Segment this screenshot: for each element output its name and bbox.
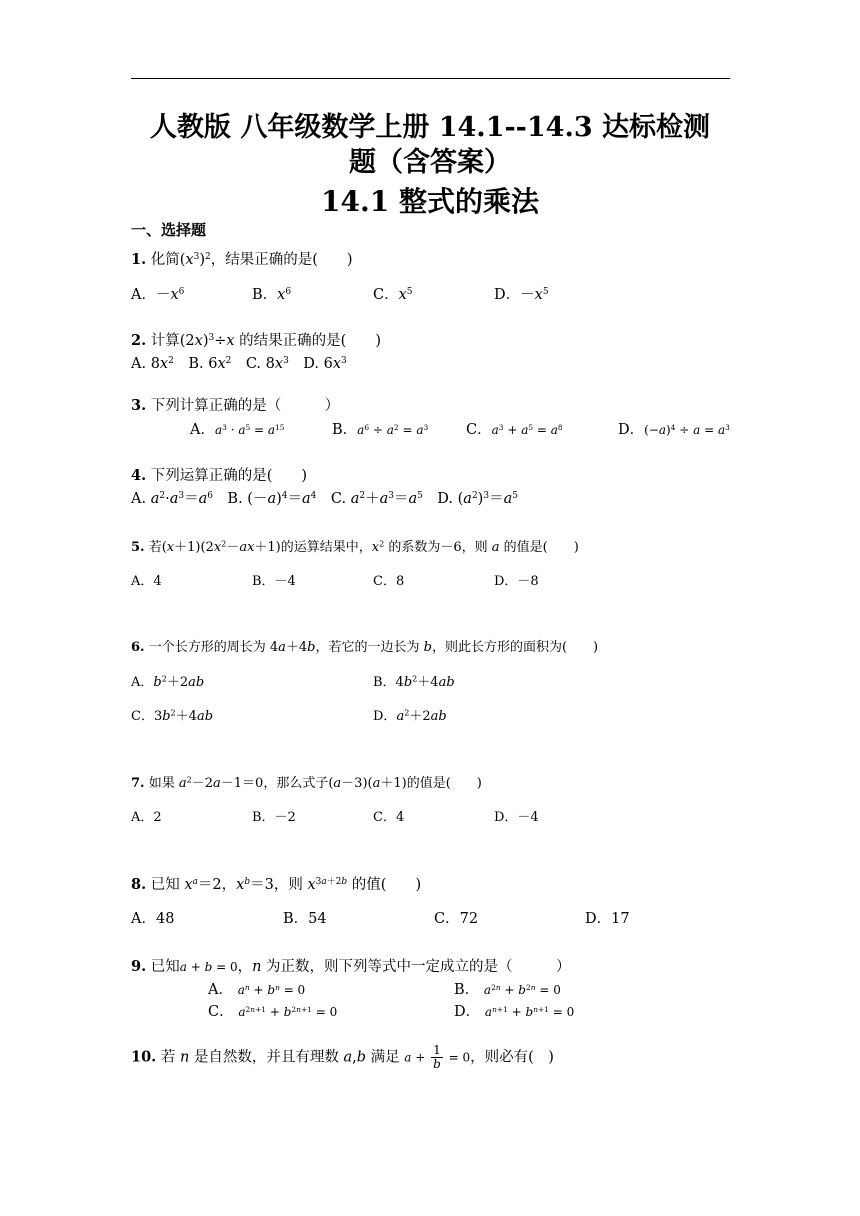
doc-title-line2: 题（含答案）: [349, 147, 511, 178]
question-5-option-c: C．8: [373, 574, 405, 589]
question-1-option-a: A．$-x^6$: [131, 287, 185, 303]
question-1-option-d: D．$-x^5$: [494, 287, 549, 303]
question-2-options: A. $8x^2$ B. $6x^2$ C. $8x^3$ D. $6x^3$: [131, 356, 347, 372]
question-3-option-b: B．$a^6 \div a^2 = a^3$: [332, 422, 429, 438]
question-9-stem: 9. 已知a + b = 0，n 为正数，则下列等式中一定成立的是（ ）: [131, 958, 571, 975]
question-6-option-d: D．$a^2+2ab$: [373, 708, 447, 724]
question-8-option-c: C．72: [434, 911, 479, 927]
question-4-options: A. $a^2\cdot a^3=a^6$ B. $(-a)^4=a^4$ C. $a^2+a^3=a^5$ D. $(a^2)^3=a^5$: [131, 491, 518, 507]
question-6-option-b: B．$4b^2+4ab$: [373, 674, 455, 690]
question-8-option-d: D．17: [585, 911, 630, 927]
question-2-stem: 2. 计算$(2x)^3\div x$ 的结果正确的是( ): [131, 332, 381, 349]
question-8-option-a: A．48: [131, 911, 175, 927]
question-7-option-a: A．2: [131, 810, 162, 825]
question-5-stem: 5. 若$(x+1)(2x^2-ax+1)$的运算结果中，$x^2$ 的系数为－6，则 a 的值是( ): [131, 539, 579, 555]
question-10-stem: 10. 若 n 是自然数，并且有理数 a,b 满足 a + $\frac{1}{b}$ = 0，则必有( ): [131, 1043, 554, 1071]
question-9-option-c: C． $a^{2n+1} + b^{2n+1} = 0$: [208, 1004, 338, 1020]
question-1-option-c: C．$x^5$: [373, 287, 413, 303]
question-9-option-b: B． $a^{2n} + b^{2n} = 0$: [454, 982, 561, 998]
question-3-option-c: C．$a^3 + a^5 = a^8$: [466, 422, 563, 438]
question-1-stem: 1. 化简$(x^3)^2$，结果正确的是( ): [131, 251, 353, 268]
doc-subtitle: 14.1 整式的乘法: [321, 185, 539, 218]
question-7-stem: 7. 如果 $a^2-2a-1=0$，那么式子(a－3)(a＋1)的值是( ): [131, 775, 482, 791]
question-9-option-d: D． $a^{n+1} + b^{n+1} = 0$: [454, 1004, 575, 1020]
question-3-option-d: D．$(-a)^4 \div a = a^3$: [618, 422, 730, 438]
section-heading: 一、选择题: [131, 221, 207, 239]
question-1-option-b: B．$x^6$: [252, 287, 292, 303]
question-3-stem: 3. 下列计算正确的是（ ）: [131, 397, 340, 414]
question-6-option-a: A．$b^2+2ab$: [131, 674, 205, 690]
question-7-option-b: B．－2: [252, 810, 296, 825]
question-7-option-d: D．－4: [494, 810, 539, 825]
question-9-option-a: A． $a^n + b^n = 0$: [208, 982, 306, 998]
doc-title-line1: 人教版 八年级数学上册 14.1--14.3 达标检测: [149, 112, 711, 143]
question-3-option-a: A．$a^3 \cdot a^5 = a^{15}$: [190, 422, 285, 438]
question-5-option-d: D．－8: [494, 574, 539, 589]
fraction: $\frac{1}{b}$: [433, 1043, 441, 1071]
question-5-option-b: B．－4: [252, 574, 296, 589]
header-rule: [131, 78, 730, 79]
question-5-option-a: A．4: [131, 574, 162, 589]
question-4-stem: 4. 下列运算正确的是( ): [131, 467, 308, 484]
question-8-stem: 8. 已知 $x^a=2$，$x^b=3$，则 $x^{3a+2b}$ 的值( ): [131, 876, 422, 893]
question-7-option-c: C．4: [373, 810, 405, 825]
question-6-stem: 6. 一个长方形的周长为 4a＋4b，若它的一边长为 b，则此长方形的面积为( ): [131, 640, 599, 655]
question-6-option-c: C．$3b^2+4ab$: [131, 708, 214, 724]
question-8-option-b: B．54: [283, 911, 327, 927]
